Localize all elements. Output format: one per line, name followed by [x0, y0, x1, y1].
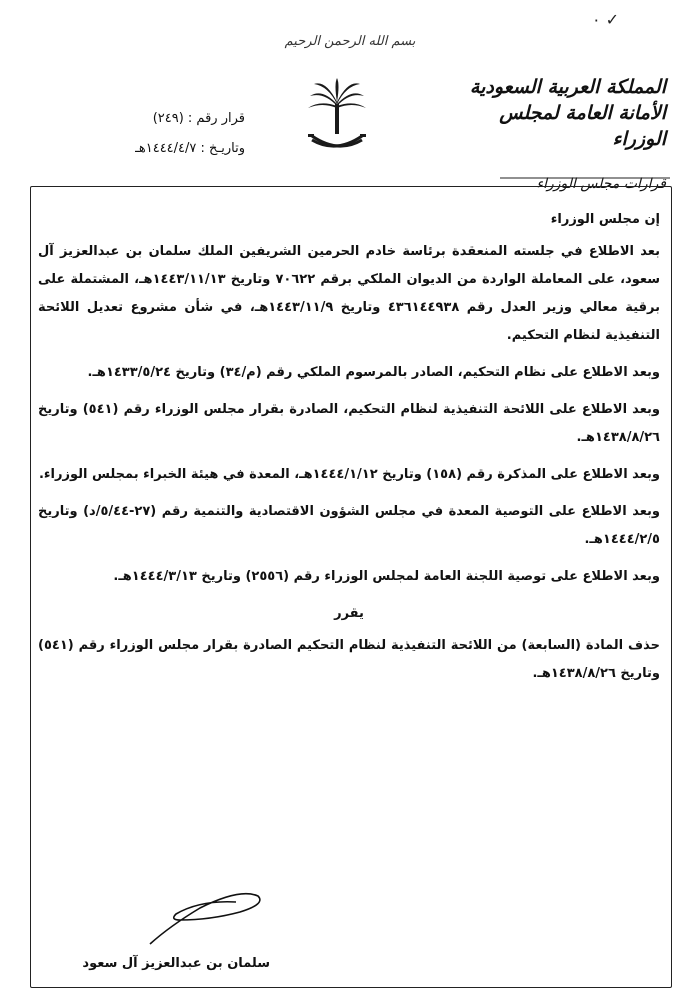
decree-intro: إن مجلس الوزراء	[550, 212, 660, 227]
preamble-paragraph: وبعد الاطلاع على نظام التحكيم، الصادر بالمرسوم الملكي رقم (م/٣٤) وتاريخ ١٤٣٣/٥/٢٤هـ.	[87, 365, 660, 380]
decides-heading: يقرر	[334, 606, 364, 621]
signature-mark	[140, 886, 270, 946]
authority-name: الأمانة العامة لمجلس الوزراء	[499, 102, 666, 150]
signer-name: سلمان بن عبدالعزيز آل سعود	[82, 956, 270, 971]
decree-body	[38, 206, 660, 697]
saudi-emblem-icon	[306, 78, 368, 158]
decision-number: قرار رقم : (٢٤٩)	[152, 111, 245, 126]
preamble-paragraph: وبعد الاطلاع على توصية اللجنة العامة لمجلس الوزراء رقم (٢٥٥٦) وتاريخ ١٤٤٤/٣/١٣هـ.	[113, 569, 660, 584]
preamble-paragraph: وبعد الاطلاع على التوصية المعدة في مجلس الشؤون الاقتصادية والتنمية رقم (٢٧-٥/٤٤/د) وتاريخ ١٤٤٤/٢/٥هـ.	[38, 504, 661, 547]
decision-date: وتاريـخ : ١٤٤٤/٤/٧هـ	[135, 141, 245, 156]
letterhead-rule	[500, 172, 670, 182]
preamble-paragraph: وبعد الاطلاع على اللائحة التنفيذية لنظام التحكيم، الصادرة بقرار مجلس الوزراء رقم (٥٤١) وتاريخ ١٤٣٨/٨/٢٦هـ.	[38, 402, 660, 445]
kingdom-name: المملكة العربية السعودية	[469, 76, 666, 98]
basmala: بسم الله الرحمن الرحيم	[284, 34, 416, 49]
decision-info	[70, 104, 245, 164]
corner-mark: ٠ ✓	[592, 10, 620, 29]
resolution-text: حذف المادة (السابعة) من اللائحة التنفيذية لنظام التحكيم الصادرة بقرار مجلس الوزراء رقم (٥٤١) وتاريخ ١٤٣٨/٨/٢٦هـ.	[38, 638, 660, 681]
preamble-paragraph: وبعد الاطلاع على المذكرة رقم (١٥٨) وتاريخ ١٤٤٤/١/١٢هـ، المعدة في هيئة الخبراء بمجلس الوزراء.	[38, 467, 660, 482]
department-name: قرارات مجلس الوزراء	[536, 176, 666, 192]
preamble-paragraph: بعد الاطلاع في جلسته المنعقدة برئاسة خادم الحرمين الشريفين الملك سلمان بن عبدالعزيز آل سعود، على المعاملة الواردة من الديوان الملكي برقم ٧٠٦٢٢ وتاريخ ١٤٤٣/١١/١٣هـ، المشتملة على برقية معالي وزير العدل رقم ٤٣٦١٤٤٩٣٨ وتاريخ ١٤٤٣/١١/٩هـ، في شأن مشروع تعديل اللائحة التنفيذية لنظام التحكيم.	[38, 244, 661, 343]
